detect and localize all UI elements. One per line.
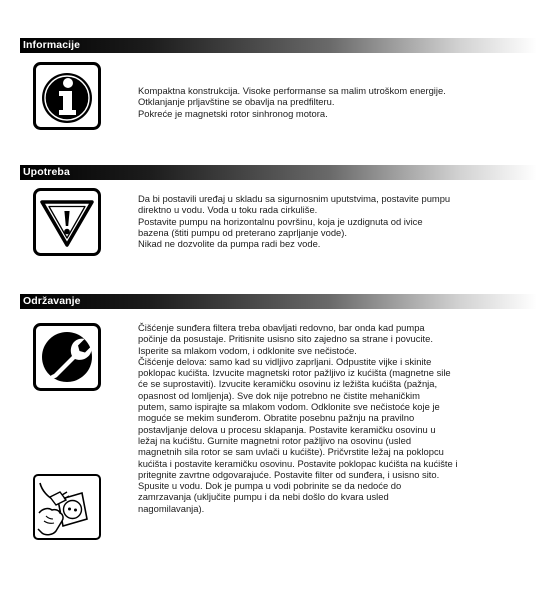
text-line: magnetnih sila rotor se sam uvlači u kućište). Pričvrstite ležaj na poklopcu	[138, 446, 444, 458]
section-text-upotreba	[138, 193, 450, 249]
text-line: opasnost od lomljenja). Sve dok nije potrebno ne čistite mehaničkim	[138, 389, 420, 401]
text-line: zamrzavanja (uključite pumpu i da nebi došlo do kvara usled	[138, 491, 389, 503]
text-line: Da bi postavili uređaj u skladu sa sigurnosnim uputstvima, postavite pumpu	[138, 193, 451, 204]
text-line: ležaj na kućištu. Gurnite magnetni rotor pažljivo na osovinu (usled	[138, 434, 412, 446]
text-line: Spusite u vodu. Dok je pumpa u vodi pobrinite se da nedoće do	[138, 480, 402, 492]
text-line: Kompaktna konstrukcija. Visoke performanse sa malim utroškom energije.	[138, 85, 446, 96]
text-line: Postavite pumpu na horizontalnu površinu, koja je uzdignuta od ivice	[138, 215, 423, 227]
text-line: postavljanje delova u procesu sklapanja. Postavite keramičku osovinu u	[138, 423, 436, 435]
wrench-icon	[32, 322, 102, 392]
info-icon	[32, 61, 102, 131]
text-line: direktno u vodu. Voda u toku rada cirkuliše.	[138, 204, 318, 216]
section-header-odrzavanje	[20, 294, 537, 309]
text-line: Isperite sa mlakom vodom, i odklonite sve nečistoće.	[138, 344, 357, 356]
text-line: moguće se mekim sunđerom. Obratite posebnu pažnju na pravilno	[138, 412, 415, 424]
section-text-odrzavanje	[138, 322, 457, 514]
text-line: putem, samo ispirajte sa mlakom vodom. Odklonite sve nečistoće koje je	[138, 401, 440, 413]
section-header-informacije	[20, 38, 537, 53]
text-line: će se suprostaviti). Izvucite keramičku osovinu iz ležišta kućišta (pažnja,	[138, 378, 438, 390]
text-line: nagomilavanja).	[138, 502, 205, 514]
text-line: pritegnite zavrtne odgovarajuće. Postavite filter od sunđera, i usisno sito.	[138, 468, 440, 480]
text-line: Čišćenje sunđera filtera treba obavljati redovno, bar onda kad pumpa	[138, 322, 425, 333]
text-line: poklopac kućišta. Izvucite magnetski rotor pažljivo iz kućišta (magnetne sile	[138, 367, 451, 379]
section-title: Održavanje	[23, 295, 81, 307]
text-line: Pokreće je magnetski rotor sinhronog motora.	[138, 107, 328, 119]
text-line: počinje da posustaje. Pritisnite usisno sito zajedno sa strane i povucite.	[138, 333, 433, 345]
warning-icon	[32, 187, 102, 257]
text-line: Nikad ne dozvolite da pumpa radi bez vode.	[138, 238, 321, 250]
section-header-upotreba	[20, 165, 537, 180]
section-title: Informacije	[23, 39, 81, 51]
text-line: Čišćenje delova: samo kad su vidljivo zaprljani. Odpustite vijke i skinite	[138, 355, 432, 367]
unplug-icon	[32, 473, 102, 541]
text-line: kućišta i postavite keramičku osovinu. Postavite poklopac kućišta na kućište i	[138, 457, 458, 469]
text-line: bazena (štiti pumpu od preterano zaprljanje vode).	[138, 226, 347, 238]
section-text-informacije	[138, 85, 446, 119]
text-line: Otklanjanje prljavštine se obavlja na predfilteru.	[138, 96, 335, 108]
section-title: Upotreba	[23, 166, 70, 178]
